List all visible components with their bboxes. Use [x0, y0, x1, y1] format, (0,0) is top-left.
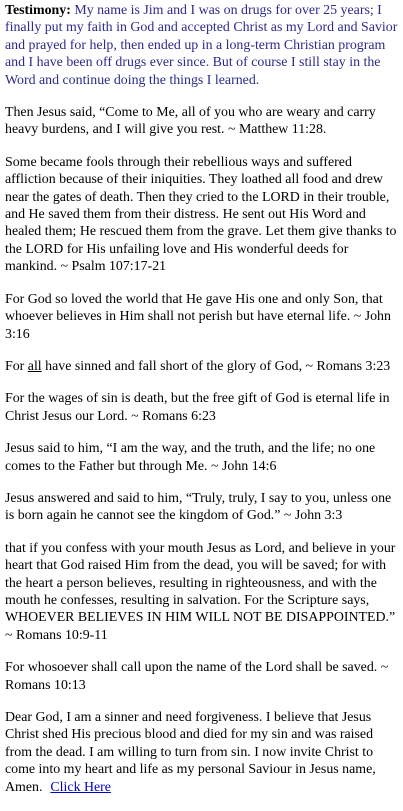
click-here-link[interactable]: Click Here: [50, 779, 111, 795]
verse-john-3-3: Jesus answered and said to him, “Truly, truly, I say to you, unless one is born again he cannot see the kingdom of God.” ~ John 3:3: [5, 490, 392, 524]
verse-romans-3-23: [5, 358, 401, 375]
prayer-text: Dear God, I am a sinner and need forgiveness. I believe that Jesus Christ shed His precious blood and died for my sin and was raised from the dead. I am willing to turn from sin. I now invite Christ to come into my heart and life as my personal Saviour in Jesus name, Amen.: [5, 710, 376, 795]
document-page: [5, 2, 401, 796]
verse-romans-6-23: For the wages of sin is death, but the free gift of God is eternal life in Christ Jesus our Lord. ~ Romans 6:23: [5, 391, 390, 424]
verse-john-3-16: For God so loved the world that He gave His one and only Son, that whoever believes in Him shall not perish but have eternal life. ~ John 3:16: [5, 291, 391, 342]
testimony-text: My name is Jim and I was on drugs for over 25 years; I finally put my faith in God and accepted Christ as my Lord and Savior and prayed for help, then ended up in a long-term Christian program and I have been off drugs ever since. But of course I still stay in the Word and continue doing the things I learned.: [5, 3, 398, 88]
salvation-prayer: [5, 709, 401, 796]
verse-romans-3-23-post: have sinned and fall short of the glory of God, ~ Romans 3:23: [41, 358, 391, 374]
verse-romans-3-23-pre: For: [5, 358, 28, 374]
verse-romans-10-9: that if you confess with your mouth Jesus as Lord, and believe in your heart that God raised Him from the dead, you will be saved; for with the heart a person believes, resulting in righteousness, and with the mouth he confesses, resulting in salvation. For the Scripture says, WHOEVER BELIEVES IN HIM WILL NOT BE DISAPPOINTED.” ~ Romans 10:9-11: [5, 540, 396, 643]
testimony-label: Testimony:: [5, 3, 71, 18]
verse-romans-10-13: For whosoever shall call upon the name of the Lord shall be saved. ~ Romans 10:13: [5, 660, 389, 693]
verse-psalm-107: Some became fools through their rebellious ways and suffered affliction because of their iniquities. They loathed all food and drew near the gates of death. Then they cried to the LORD in their trouble, and He saved them from their distress. He sent out His Word and healed them; He rescued them from the grave. Let them give thanks to the LORD for His unfailing love and His wonderful deeds for mankind. ~ Psalm 107:17-21: [5, 154, 397, 275]
testimony-paragraph: [5, 2, 401, 89]
verse-romans-3-23-emphasis: all: [27, 358, 42, 374]
verse-matthew-11-28: Then Jesus said, “Come to Me, all of you who are weary and carry heavy burdens, and I will give you rest. ~ Matthew 11:28.: [5, 105, 376, 138]
verse-john-14-6: Jesus said to him, “I am the way, and the truth, and the life; no one comes to the Father but through Me. ~ John 14:6: [5, 441, 376, 474]
